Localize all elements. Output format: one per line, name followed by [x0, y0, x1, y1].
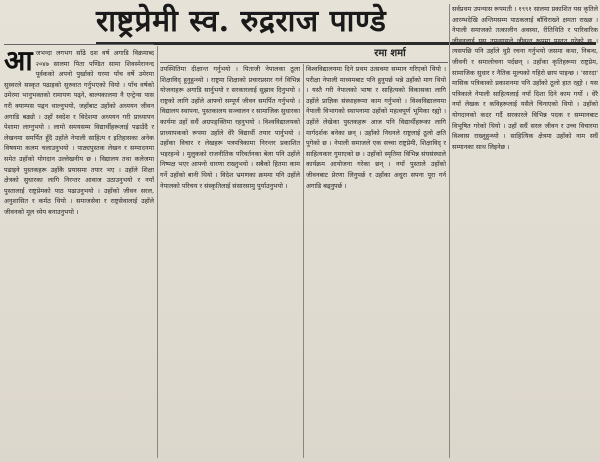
column-top-rule — [4, 44, 154, 45]
column-1-text: जभन्दा लगभग साँढे दश वर्ष अगाडि विक्रमाब्द २०४७ सालमा पिता पण्डित सामा शिवस्मेरानन्द पूर्वकको अपनो पुर्खाको घरमा पाँच वर्षे उमेरमा सुस्वरले सस्कृत पढाइको सुरुवात गर्नुभएको थियो । पाँच वर्षको उमेरमा भानुभक्तको रामायण पढ्ने, बाल्यकालमा नै एन्ट्रेन्स पास गरी क्याम्पस पढ्न थाल्नुभयो, जहाँबाट उहाँको अध्ययन जीवन अगाडि बढ्यो । उहाँ स्वदेश र विदेशमा अध्ययन गरी प्राध्यापन पेशामा लाग्नुभयो । लामो समयसम्म विद्यार्थीहरूलाई पढाउँदै र लेखनमा समर्पित हुँदै उहाँले नेपाली साहित्य र इतिहासका अनेक विषयमा कलम चलाउनुभयो । पाठ्यपुस्तक लेखन र सम्पादनमा समेत उहाँको योगदान उल्लेखनीय छ । विद्यालय तथा कलेजमा पढाइने पुस्तकहरू उहाँकै प्रयासमा तयार भए । उहाँले शिक्षा क्षेत्रको सुधारका लागि निरन्तर आवाज उठाउनुभयो र नयाँ पुस्तालाई राष्ट्रप्रेमको पाठ पढाउनुभयो । उहाँको जीवन सरल, अनुशासित र कर्मठ थियो । समाजसेवा र राष्ट्रसेवालाई उहाँले जीवनको मूल ध्येय बनाउनुभयो । — [4, 49, 154, 216]
article-column-1 — [4, 48, 154, 458]
headline: राष्ट्रप्रेमी स्व. रुद्रराज पाण्डे — [96, 2, 596, 45]
byline: रमा शर्मा — [374, 48, 406, 59]
column-divider — [303, 64, 304, 458]
column-divider — [449, 4, 450, 458]
article-column-2 — [160, 64, 300, 458]
article-column-3 — [306, 64, 446, 458]
column-4-text: सर्वप्रथम उपन्यास रूपमती । १९९१ सालमा प्रकाशित यस कृतिले आरम्भदेखि अन्तिमसम्म पाठकलाई बाँधिराख्ने क्षमता राख्छ । नेपाली समाजको तत्कालीन अवस्था, रीतिथिति र पारिवारिक जीवनलाई यस उपन्यासले जीवन्त रूपमा प्रस्तुत गरेको छ । त्यसपछि पनि उहाँले थुप्रै रचना गर्नुभयो जसमा कथा, निबन्ध, जीवनी र समालोचना पर्दछन् । उहाँका कृतिहरूमा राष्ट्रप्रेम, सामाजिक सुधार र नैतिक मूल्यको गहिरो छाप पाइन्छ । 'सारदा' मासिक पत्रिकाको प्रकाशनमा पनि उहाँको ठूलो हात रह्यो । यस पत्रिकाले नेपाली साहित्यलाई नयाँ दिशा दिने काम गर्यो । धेरै नयाँ लेखक र कविहरूलाई यसैले चिनाएको थियो । उहाँको योगदानको कदर गर्दै सरकारले विभिन्न पदक र सम्मानबाट विभूषित गरेको थियो । उहाँ सधैं सरल जीवन र उच्च विचारमा विश्वास राख्नुहुन्थ्यो । साहित्यिक क्षेत्रमा उहाँको नाम सधैं सम्मानका साथ लिइनेछ । — [452, 5, 598, 151]
column-3-text: विश्वविद्यालयमा दिने प्रथम उत्सवमा सम्मान गरिएको थियो । परीक्षा नेपाली माध्यमबाट पनि हुनुपर्छ भन्ने उहाँको माग थियो । यस्तै गरी नेपालको भाषा र साहित्यको विकासका लागि उहाँले प्राज्ञिक संस्थाहरूमा काम गर्नुभयो । विश्वविद्यालयमा नेपाली विभागको स्थापनामा उहाँको महत्वपूर्ण भूमिका रह्यो । उहाँले लेखेका पुस्तकहरू आज पनि विद्यार्थीहरूका लागि मार्गदर्शक बनेका छन् । उहाँको निधनले राष्ट्रलाई ठूलो क्षति पुगेको छ । नेपाली समाजले एक सच्चा राष्ट्रप्रेमी, शिक्षाविद् र साहित्यकार गुमाएको छ । उहाँको स्मृतिमा विभिन्न संघसंस्थाले कार्यक्रम आयोजना गरेका छन् । नयाँ पुस्ताले उहाँको जीवनबाट प्रेरणा लिनुपर्छ र उहाँका अधुरा सपना पूरा गर्न अगाडि बढ्नुपर्छ । — [306, 65, 446, 190]
byline-rule — [160, 62, 448, 63]
column-2-text: उपस्थितिमा दीक्षान्त गर्नुभयो । पिताजी नेपालका ठूला शिक्षाविद् हुनुहुन्थ्यो । राष्ट्रमा शिक्षाको प्रचारप्रसार गर्न विभिन्न योजनाहरू अगाडि सार्नुभयो र सरकारलाई सुझाव दिनुभयो । राष्ट्रको लागि उहाँले आफ्नो सम्पूर्ण जीवन समर्पित गर्नुभयो । विद्यालय स्थापना, पुस्तकालय सञ्चालन र सामाजिक सुधारका कार्यमा उहाँ सधैं अग्रपङ्क्तिमा रहनुभयो । विश्वविद्यालयको प्राध्यापकको रूपमा उहाँले धेरै विद्यार्थी तयार पार्नुभयो । उहाँका विचार र लेखहरू पत्रपत्रिकामा निरन्तर प्रकाशित भइरहन्थे । मुलुकको राजनीतिक परिवर्तनका बेला पनि उहाँले निष्पक्ष भएर आफ्नो धारणा राख्नुभयो । सबैको हितमा काम गर्ने उहाँको बानी थियो । विदेश भ्रमणका क्रममा पनि उहाँले नेपालको परिचय र संस्कृतिलाई संसारसामु पुर्याउनुभयो । — [160, 65, 300, 190]
article-column-4 — [452, 4, 598, 458]
drop-cap: आ — [4, 48, 33, 77]
column-divider — [157, 46, 158, 458]
